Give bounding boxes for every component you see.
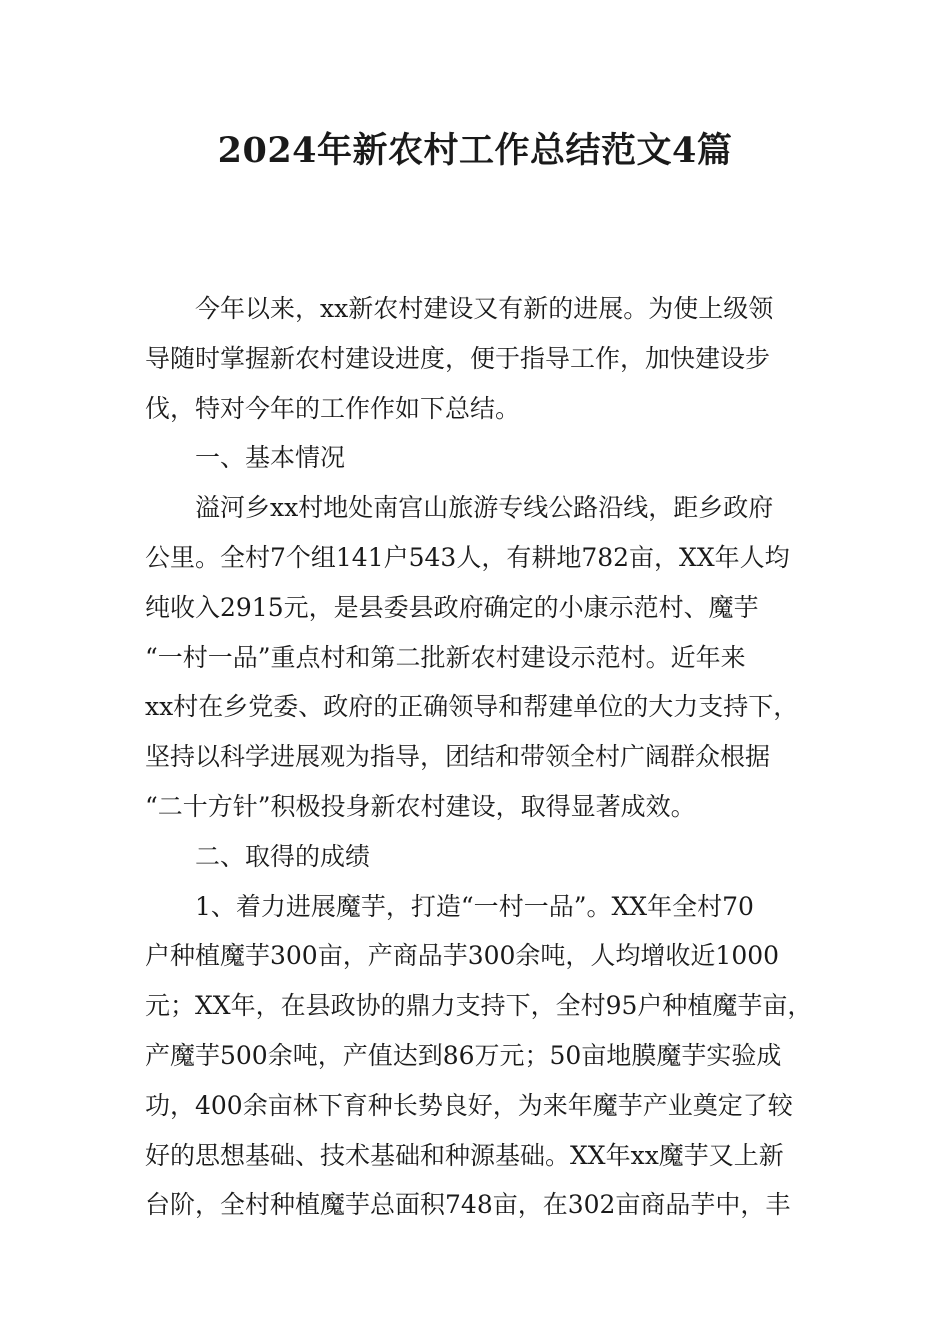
text-line: 今年以来，xx新农村建设又有新的进展。为使上级领 (195, 294, 774, 323)
text-line: 伐，特对今年的工作作如下总结。 (145, 393, 521, 423)
text-line: 台阶，全村种植魔芋总面积748亩，在302亩商品芋中，丰 (145, 1190, 791, 1220)
text-line: 纯收入2915元，是县委县政府确定的小康示范村、魔芋 (145, 592, 759, 622)
text-line: 好的思想基础、技术基础和种源基础。XX年xx魔芋又上新 (145, 1140, 784, 1170)
text-line: 元；XX年，在县政协的鼎力支持下，全村95户种植魔芋亩， (145, 991, 813, 1021)
text-line: 户种植魔芋300亩，产商品芋300余吨，人均增收近1000 (145, 941, 780, 971)
text-line: “一村一品”重点村和第二批新农村建设示范村。近年来 (145, 642, 746, 672)
text-line: 公里。全村7个组141户543人，有耕地782亩，XX年人均 (145, 542, 790, 572)
text-line: 坚持以科学进展观为指导，团结和带领全村广阔群众根据 (145, 742, 771, 772)
document-body (145, 284, 835, 1230)
text-line: xx村在乡党委、政府的正确领导和帮建单位的大力支持下， (145, 692, 799, 722)
text-line: 导随时掌握新农村建设进度，便于指导工作，加快建设步 (145, 343, 771, 373)
text-line: 产魔芋500余吨，产值达到86万元；50亩地膜魔芋实验成 (145, 1040, 782, 1070)
text-line: 溢河乡xx村地处南宫山旅游专线公路沿线，距乡政府 (195, 493, 774, 523)
document-title: 2024年新农村工作总结范文4篇 (217, 130, 733, 171)
text-line: “二十方针”积极投身新农村建设，取得显著成效。 (145, 791, 696, 821)
text-line: 一、基本情况 (195, 443, 346, 473)
text-line: 二、取得的成绩 (195, 841, 371, 871)
text-line: 功，400余亩林下育种长势良好，为来年魔芋产业奠定了较 (145, 1090, 793, 1120)
text-line: 1、着力进展魔芋，打造“一村一品”。XX年全村70 (195, 891, 754, 921)
